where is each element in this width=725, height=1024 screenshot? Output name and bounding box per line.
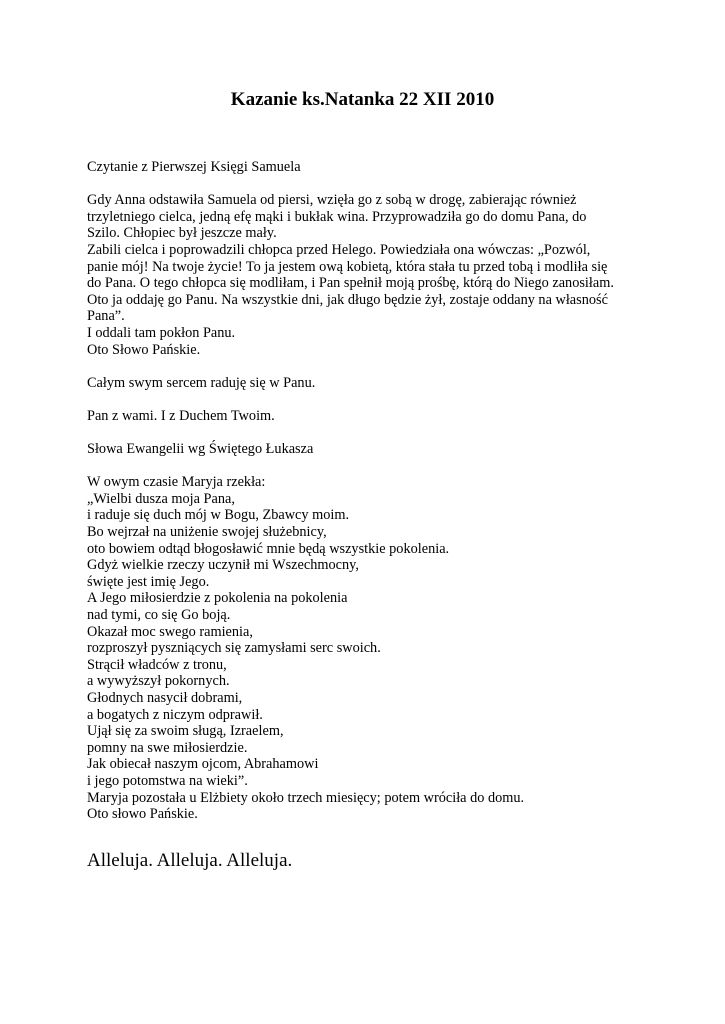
gospel-line: Strącił władców z tronu,: [87, 656, 227, 673]
gospel-line: święte jest imię Jego.: [87, 573, 210, 590]
gospel-line: i jego potomstwa na wieki”.: [87, 772, 248, 789]
liturgical-dialogue: Pan z wami. I z Duchem Twoim.: [87, 407, 275, 424]
gospel-line: A Jego miłosierdzie z pokolenia na pokolenia: [87, 590, 348, 607]
reading-line: Zabili cielca i poprowadzili chłopca przed Helego. Powiedziała ona wówczas: „Pozwól,: [87, 241, 591, 258]
gospel-line: i raduje się duch mój w Bogu, Zbawcy moim.: [87, 507, 350, 524]
reading-line: trzyletniego cielca, jedną efę mąki i bukłak wina. Przyprowadziła go do domu Pana, do: [87, 208, 587, 225]
reading-line: Oto ja oddaję go Panu. Na wszystkie dni, jak długo będzie żył, zostaje oddany na własność: [87, 291, 608, 308]
gospel-line: oto bowiem odtąd błogosławić mnie będą wszystkie pokolenia.: [87, 540, 450, 557]
reading-heading: Czytanie z Pierwszej Księgi Samuela: [87, 159, 301, 175]
reading-line: do Pana. O tego chłopca się modliłam, i Pan spełnił moją prośbę, którą do Niego zanosiłam.: [87, 275, 614, 292]
psalm-response: Całym swym sercem raduję się w Panu.: [87, 374, 316, 391]
reading-line: Szilo. Chłopiec był jeszcze mały.: [87, 225, 277, 242]
gospel-line: W owym czasie Maryja rzekła:: [87, 474, 266, 491]
gospel-line: a bogatych z niczym odprawił.: [87, 706, 263, 723]
gospel-line: a wywyższył pokornych.: [87, 673, 230, 690]
document-body: [87, 159, 687, 823]
gospel-line: Ujął się za swoim sługą, Izraelem,: [87, 723, 284, 740]
paragraph-gap: [87, 176, 687, 193]
gospel-line: Maryja pozostała u Elżbiety około trzech miesięcy; potem wróciła do domu.: [87, 789, 525, 806]
reading-line: Oto Słowo Pańskie.: [87, 341, 201, 358]
gospel-line: Gdyż wielkie rzeczy uczynił mi Wszechmocny,: [87, 557, 359, 574]
paragraph-gap: [87, 358, 687, 375]
gospel-line: Głodnych nasycił dobrami,: [87, 690, 243, 706]
gospel-line: pomny na swe miłosierdzie.: [87, 739, 248, 756]
gospel-heading: Słowa Ewangelii wg Świętego Łukasza: [87, 441, 314, 458]
gospel-line: Oto słowo Pańskie.: [87, 806, 198, 823]
gospel-line: Okazał moc swego ramienia,: [87, 623, 253, 640]
gospel-line: nad tymi, co się Go boją.: [87, 607, 231, 624]
paragraph-gap: [87, 425, 687, 442]
reading-line: Pana”.: [87, 308, 125, 325]
page-title: Kazanie ks.Natanka 22 XII 2010: [230, 89, 495, 110]
gospel-line: Jak obiecał naszym ojcom, Abrahamowi: [87, 756, 319, 773]
reading-line: Gdy Anna odstawiła Samuela od piersi, wzięła go z sobą w drogę, zabierając również: [87, 192, 577, 209]
gospel-line: Bo wejrzał na uniżenie swojej służebnicy,: [87, 524, 327, 541]
paragraph-gap: [87, 458, 687, 475]
reading-line: I oddali tam pokłon Panu.: [87, 324, 236, 341]
paragraph-gap: [87, 391, 687, 408]
reading-line: panie mój! Na twoje życie! To ja jestem ową kobietą, która stała tu przed tobą i modliła się: [87, 258, 608, 275]
gospel-line: „Wielbi dusza moja Pana,: [87, 490, 235, 507]
alleluja-acclamation: Alleluja. Alleluja. Alleluja.: [87, 850, 293, 871]
gospel-line: rozproszył pyszniących się zamysłami serc swoich.: [87, 640, 381, 657]
